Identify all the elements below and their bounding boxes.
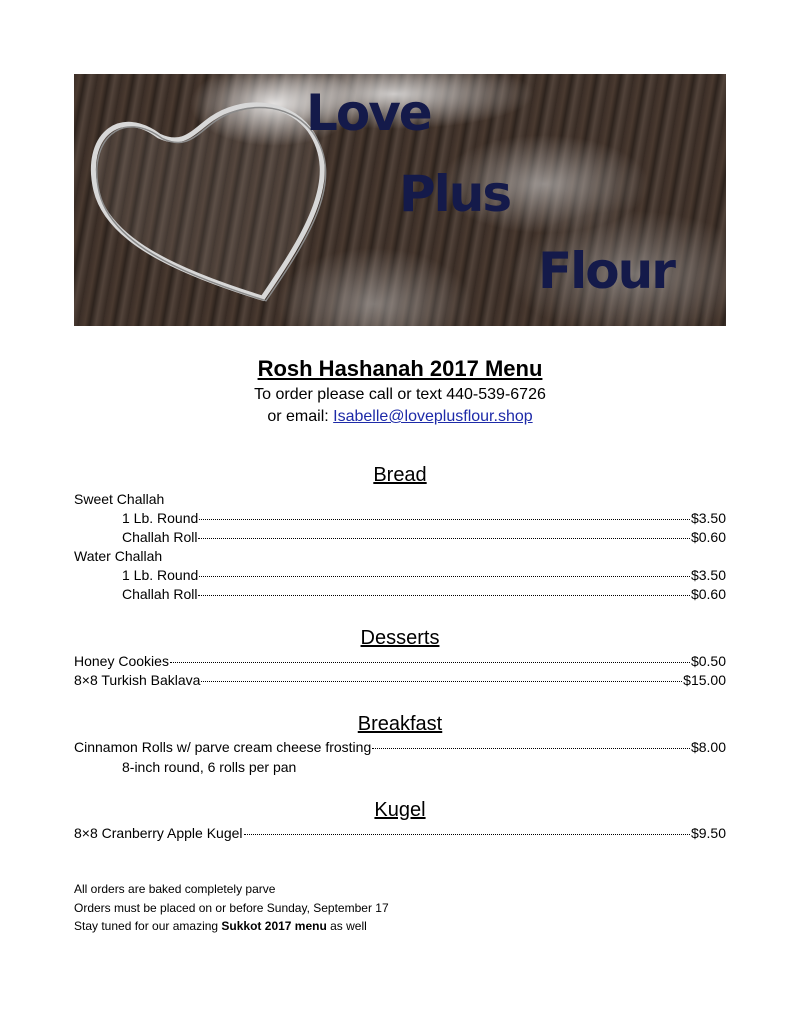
dot-leader: [198, 538, 689, 539]
email-prefix: or email:: [267, 408, 334, 425]
item-price: $0.60: [690, 586, 726, 602]
section-heading-kugel: Kugel: [374, 799, 426, 821]
menu-row: [74, 528, 726, 547]
item-name: 8×8 Turkish Baklava: [74, 672, 201, 688]
section-heading-bread: Bread: [373, 464, 427, 486]
dot-leader: [244, 834, 690, 835]
item-note: 8-inch round, 6 rolls per pan: [122, 759, 297, 775]
item-price: $0.60: [690, 529, 726, 545]
group-label-water-challah: Water Challah: [74, 548, 163, 564]
header-banner: [74, 74, 726, 326]
email-link[interactable]: Isabelle@loveplusflour.shop: [333, 408, 533, 425]
item-name: 1 Lb. Round: [122, 567, 199, 583]
menu-row: [74, 738, 726, 757]
item-name: Honey Cookies: [74, 653, 169, 669]
dot-leader: [170, 662, 690, 663]
dot-leader: [201, 681, 682, 682]
footer-bold-text: Sukkot 2017 menu: [221, 919, 327, 933]
item-name: Challah Roll: [122, 586, 198, 602]
dot-leader: [372, 748, 690, 749]
menu-row: [74, 652, 726, 671]
dot-leader: [198, 595, 689, 596]
email-line: [0, 408, 800, 426]
section-heading-desserts: Desserts: [360, 627, 440, 649]
menu-row: [74, 824, 726, 843]
menu-row: [74, 509, 726, 528]
page-title: Rosh Hashanah 2017 Menu: [257, 356, 543, 381]
banner-word-flour: Flour: [538, 242, 674, 300]
item-price: $3.50: [690, 567, 726, 583]
item-name: Cinnamon Rolls w/ parve cream cheese frosting: [74, 739, 372, 755]
item-name: 8×8 Cranberry Apple Kugel: [74, 825, 243, 841]
section-heading-breakfast: Breakfast: [357, 713, 443, 735]
item-price: $9.50: [690, 825, 726, 841]
item-price: $3.50: [690, 510, 726, 526]
dot-leader: [199, 576, 690, 577]
menu-row: [74, 585, 726, 604]
dot-leader: [199, 519, 690, 520]
item-name: 1 Lb. Round: [122, 510, 199, 526]
menu-row: [74, 671, 726, 690]
item-price: $8.00: [690, 739, 726, 755]
order-instructions: To order please call or text 440-539-6726: [254, 386, 546, 403]
footer-note-deadline: Orders must be placed on or before Sunday, September 17: [74, 901, 389, 915]
item-name: Challah Roll: [122, 529, 198, 545]
menu-row: [74, 566, 726, 585]
item-price: $0.50: [690, 653, 726, 669]
footer-note-sukkot: [74, 918, 367, 935]
footer-text: as well: [326, 919, 367, 933]
banner-word-love: Love: [306, 84, 431, 142]
item-price: $15.00: [683, 672, 726, 688]
banner-word-plus: Plus: [399, 165, 511, 223]
group-label-sweet-challah: Sweet Challah: [74, 491, 165, 507]
footer-text: Stay tuned for our amazing: [74, 919, 222, 933]
footer-note-parve: All orders are baked completely parve: [74, 882, 276, 896]
